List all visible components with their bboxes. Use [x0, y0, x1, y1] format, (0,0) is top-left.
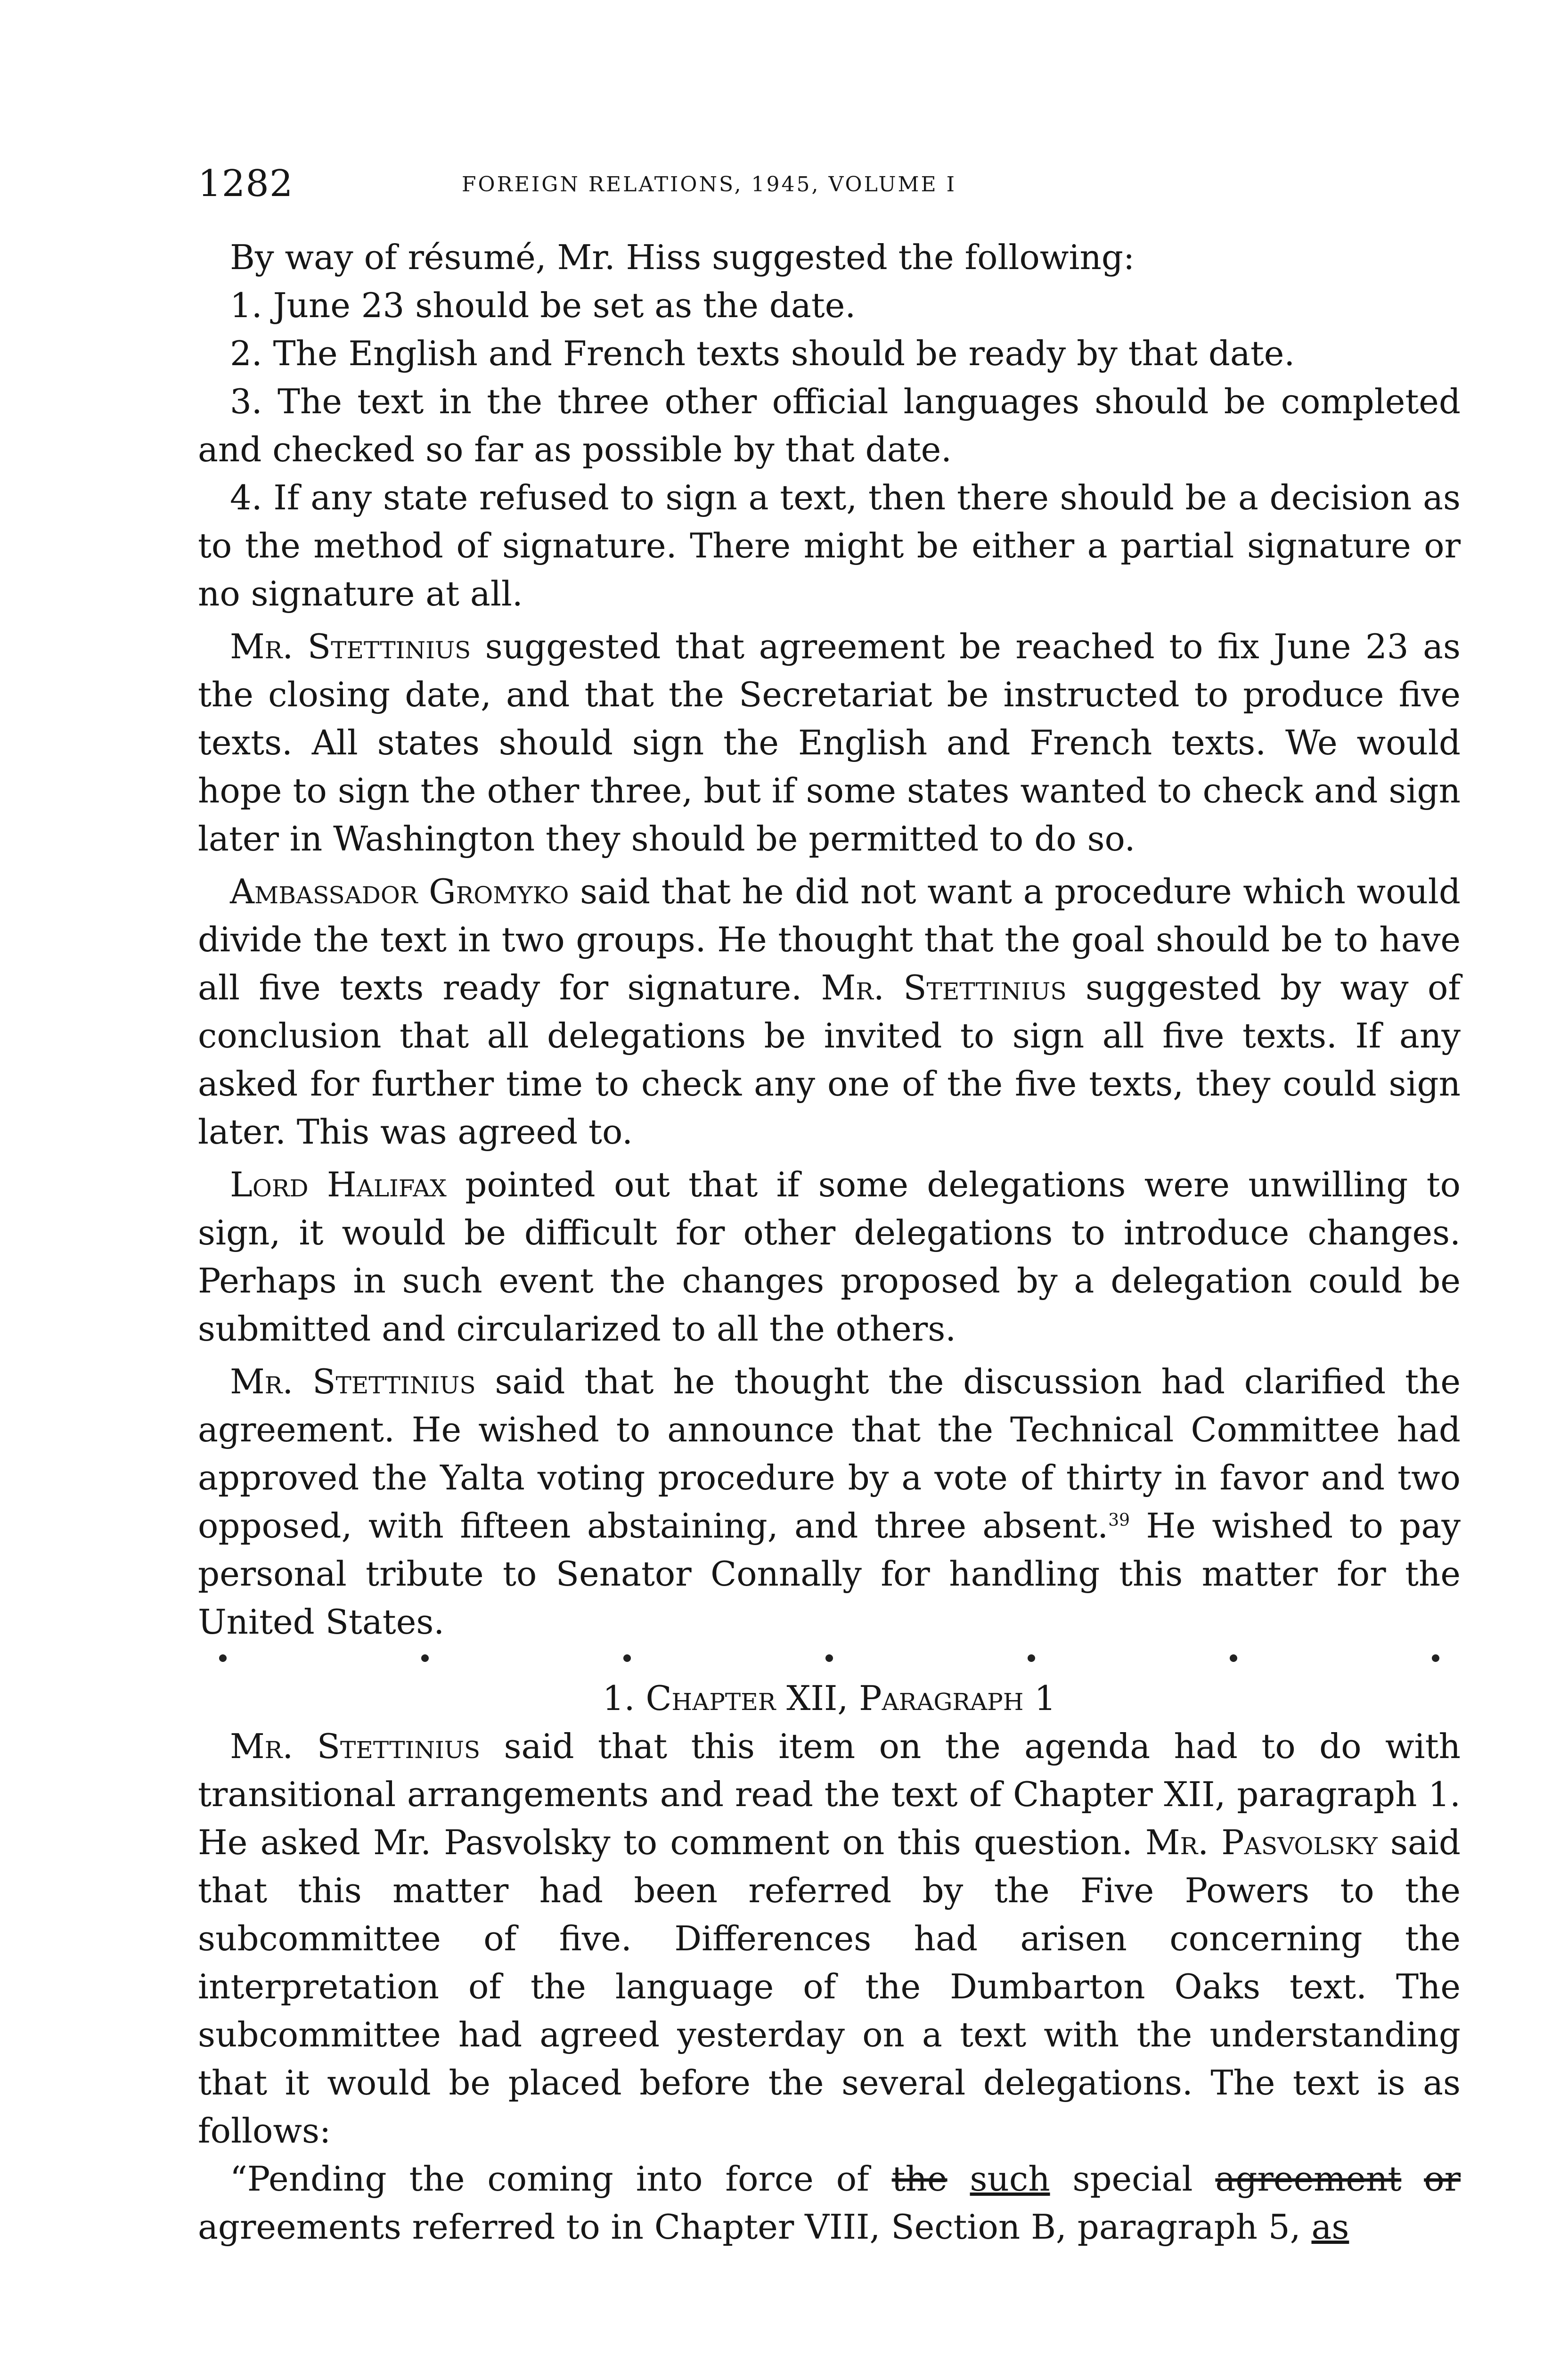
- speaker-name: Mr. Pasvolsky: [1145, 1823, 1378, 1862]
- paragraph-text: said that he thought the discussion had clarified the agreement. He wished to announce that the Technical Committee had approved the Yalta voting procedure by a vote of thirty in favor and two opposed, with fifteen abstaining, and three absent.: [198, 1362, 1461, 1546]
- ellipsis-dot: [1230, 1654, 1237, 1662]
- page-number: 1282: [198, 163, 294, 205]
- ellipsis-dot: [623, 1654, 631, 1662]
- list-item: 4. If any state refused to sign a text, then there should be a decision as to the method of signature. There might be either a partial signature or no signature at all.: [198, 478, 1461, 614]
- running-head: FOREIGN RELATIONS, 1945, VOLUME I: [462, 172, 957, 196]
- paragraph-text: said that he did not want a procedure which would divide the text in two groups. He thought that the goal should be to have all five texts ready for signature.: [198, 872, 1461, 1007]
- quote-text: [947, 2159, 970, 2199]
- speaker-name: Mr. Stettinius: [230, 1726, 481, 1766]
- paragraph-chapter-xii: [198, 1722, 1461, 2155]
- inserted-word: such: [970, 2159, 1050, 2199]
- quote-text: special: [1050, 2159, 1216, 2199]
- list-item: 1. June 23 should be set as the date.: [230, 286, 856, 325]
- paragraph-text: said that this item on the agenda had to do with transitional arrangements and read the text of Chapter XII, paragraph 1. He asked Mr. Pasvolsky to comment on this question.: [198, 1726, 1461, 1862]
- ellipsis-dot: [219, 1654, 227, 1662]
- speaker-name: Mr. Stettinius: [230, 1362, 476, 1401]
- paragraph-text: suggested that agreement be reached to fix June 23 as the closing date, and that the Secretariat be instructed to produce five texts. All states should sign the English and French texts. We would hope to sign the other three, but if some states wanted to check and sign later in Washington they should be permitted to do so.: [198, 627, 1461, 859]
- quoted-text: [198, 2155, 1461, 2251]
- ellipsis-dot: [825, 1654, 833, 1662]
- paragraph-stettinius-closing-date: [198, 622, 1461, 863]
- paragraph-stettinius-announcement: [198, 1358, 1461, 1646]
- quote-text: “Pending the coming into force of: [230, 2159, 892, 2199]
- inserted-word: as: [1311, 2207, 1349, 2247]
- ellipsis-dot: [1028, 1654, 1035, 1662]
- page-header: [198, 155, 1370, 212]
- ellipsis-dot: [1432, 1654, 1439, 1662]
- paragraph-halifax: [198, 1161, 1461, 1353]
- paragraph-text: He wished to pay personal tribute to Senator Connally for handling this matter for the United States.: [198, 1506, 1461, 1642]
- struck-word: agreement: [1215, 2159, 1402, 2199]
- speaker-name: Mr. Stettinius: [230, 627, 471, 666]
- speaker-name: Mr. Stettinius: [821, 968, 1067, 1007]
- quote-text: [1401, 2159, 1424, 2199]
- struck-word: or: [1424, 2159, 1461, 2199]
- body-text: [198, 233, 1461, 2251]
- section-heading: 1. Chapter XII, Paragraph 1: [602, 1678, 1056, 1718]
- resume-intro: By way of résumé, Mr. Hiss suggested the following:: [230, 237, 1135, 277]
- paragraph-text: said that this matter had been referred by the Five Powers to the subcommittee of five. Differences had arisen concerning the interpretation of the language of the Dumbarton Oaks text. The subcommittee had agreed yesterday on a text with the understanding that it would be placed before the several delegations. The text is as follows:: [198, 1823, 1461, 2151]
- list-item: 3. The text in the three other official languages should be completed and checked so far as possible by that date.: [198, 382, 1461, 469]
- list-item: 2. The English and French texts should be ready by that date.: [230, 334, 1295, 373]
- resume-list: [198, 281, 1461, 618]
- paragraph-text: pointed out that if some delegations were unwilling to sign, it would be difficult for other delegations to introduce changes. Perhaps in such event the changes proposed by a delegation could be submitted and circularized to all the others.: [198, 1165, 1461, 1349]
- paragraph-gromyko: [198, 867, 1461, 1156]
- speaker-name: Ambassador Gromyko: [230, 872, 569, 911]
- ellipsis-dot: [421, 1654, 429, 1662]
- struck-word: the: [891, 2159, 947, 2199]
- ellipsis-divider: [198, 1654, 1461, 1662]
- footnote-reference[interactable]: 39: [1108, 1511, 1130, 1530]
- quote-text: agreements referred to in Chapter VIII, Section B, paragraph 5,: [198, 2207, 1312, 2247]
- speaker-name: Lord Halifax: [230, 1165, 447, 1204]
- paragraph-text: suggested by way of conclusion that all delegations be invited to sign all five texts. If any asked for further time to check any one of the five texts, they could sign later. This was agreed to.: [198, 968, 1461, 1152]
